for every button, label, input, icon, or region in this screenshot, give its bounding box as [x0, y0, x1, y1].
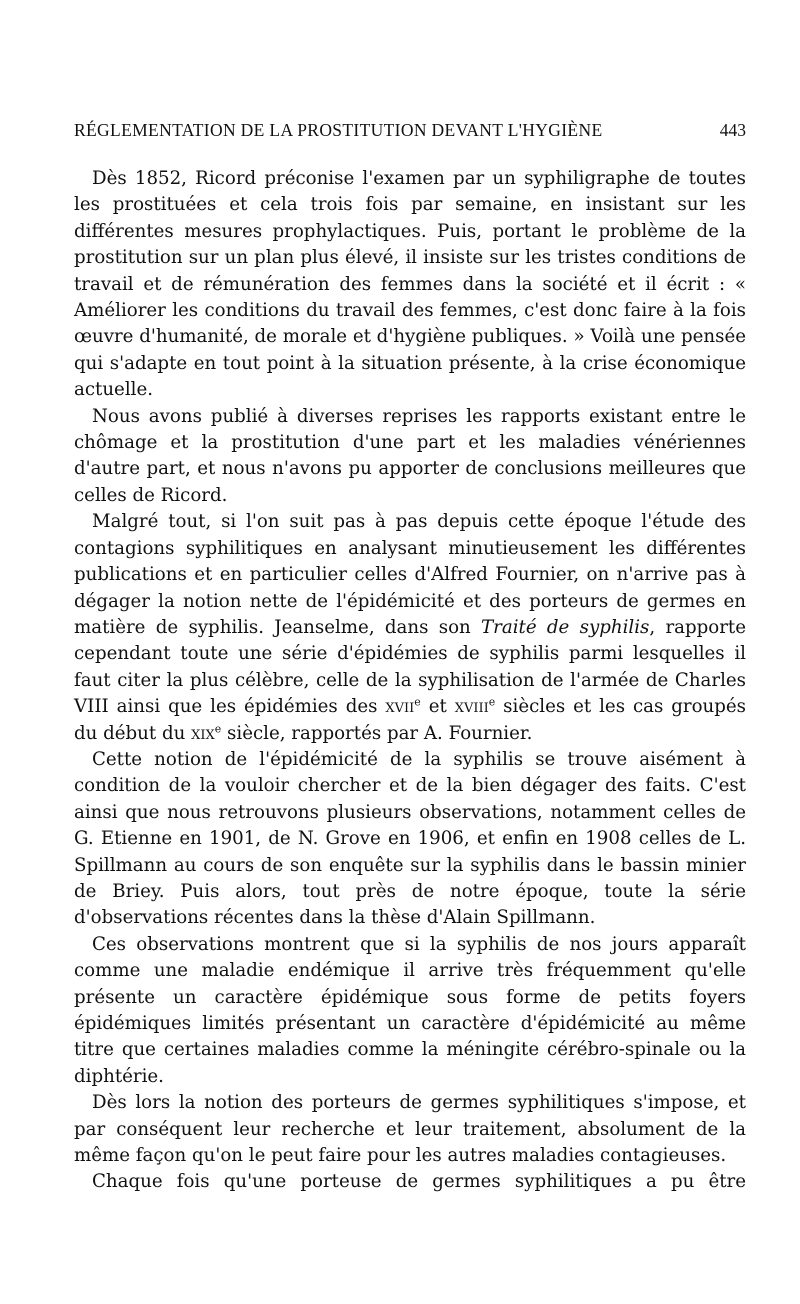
- paragraph-3-part-3: et: [420, 696, 455, 718]
- paragraph-2: Nous avons publié à diverses reprises les rapports existant entre le chômage et la prostitution d'une part et les maladies vénériennes d'autre part, et nous n'avons pu apporter de conclusions meilleures que celles de Ricord.: [74, 405, 746, 506]
- page-number: 443: [719, 120, 746, 140]
- century-18: xviii: [454, 696, 489, 718]
- century-19: xix: [191, 722, 215, 744]
- paragraph-6: Dès lors la notion des porteurs de germes syphilitiques s'impose, et par conséquent leur recherche et leur traitement, absolument de la même façon qu'on le peut faire pour les autres maladies contagieuses.: [74, 1092, 746, 1167]
- century-19-superscript: e: [214, 721, 222, 735]
- paragraph-1: Dès 1852, Ricord préconise l'examen par un syphiligraphe de toutes les prostituées et cela trois fois par semaine, en insistant sur les différentes mesures prophylactiques. Puis, portant le problème de la prostitution sur un plan plus élevé, il insiste sur les tristes conditions de travail et de rémunération des femmes dans la société et il écrit : « Améliorer les conditions du travail des femmes, c'est donc faire à la fois œuvre d'humanité, de morale et d'hygiène publiques. » Voilà une pensée qui s'adapte en tout point à la situation présente, à la crise économique actuelle.: [74, 168, 746, 401]
- paragraph-7: Chaque fois qu'une porteuse de germes syphilitiques a pu être: [92, 1171, 746, 1193]
- paragraph-3-part-4: siècles et les cas groupés du début du: [74, 696, 746, 744]
- running-title: RÉGLEMENTATION DE LA PROSTITUTION DEVANT L'HYGIÈNE: [74, 120, 603, 140]
- body-text: [74, 166, 746, 1196]
- century-17: xvii: [385, 696, 415, 718]
- paragraph-5: Ces observations montrent que si la syphilis de nos jours apparaît comme une maladie endémique il arrive très fréquemment qu'elle présente un caractère épidémique sous forme de petits foyers épidémiques limités présentant un caractère d'épidémicité au même titre que certaines maladies comme la méningite cérébro-spinale ou la diphtérie.: [74, 933, 746, 1087]
- paragraph-4: Cette notion de l'épidémicité de la syphilis se trouve aisément à condition de la vouloir chercher et de la bien dégager des faits. C'est ainsi que nous retrouvons plusieurs observations, notamment celles de G. Etienne en 1901, de N. Grove en 1906, et enfin en 1908 celles de L. Spillmann au cours de son enquête sur la syphilis dans le bassin minier de Briey. Puis alors, tout près de notre époque, toute la série d'observations récentes dans la thèse d'Alain Spillmann.: [74, 748, 746, 929]
- century-17-superscript: e: [414, 695, 421, 709]
- paragraph-3: [74, 509, 746, 747]
- paragraph-3-part-1: Malgré tout, si l'on suit pas à pas depuis cette époque l'étude des contagions syphilitiques en analysant minutieusement les différentes publications et en particulier celles d'Alfred Fournier, on n'arrive pas à dégager la notion nette de l'épidémicité et des porteurs de germes en matière de syphilis. Jeanselme, dans son: [74, 511, 746, 638]
- running-head: [74, 120, 746, 150]
- paragraph-3-part-2: , rapporte cependant toute une série d'épidémies de syphilis parmi lesquelles il faut citer la plus célèbre, celle de la syphilisation de l'armée de Charles VIII ainsi que les épidémies des: [74, 616, 746, 718]
- paragraph-3-part-5: siècle, rapportés par A. Fournier.: [221, 722, 533, 744]
- century-18-superscript: e: [488, 695, 496, 709]
- book-page: [74, 120, 746, 1196]
- book-title-italic: Traité de syphilis: [481, 616, 650, 638]
